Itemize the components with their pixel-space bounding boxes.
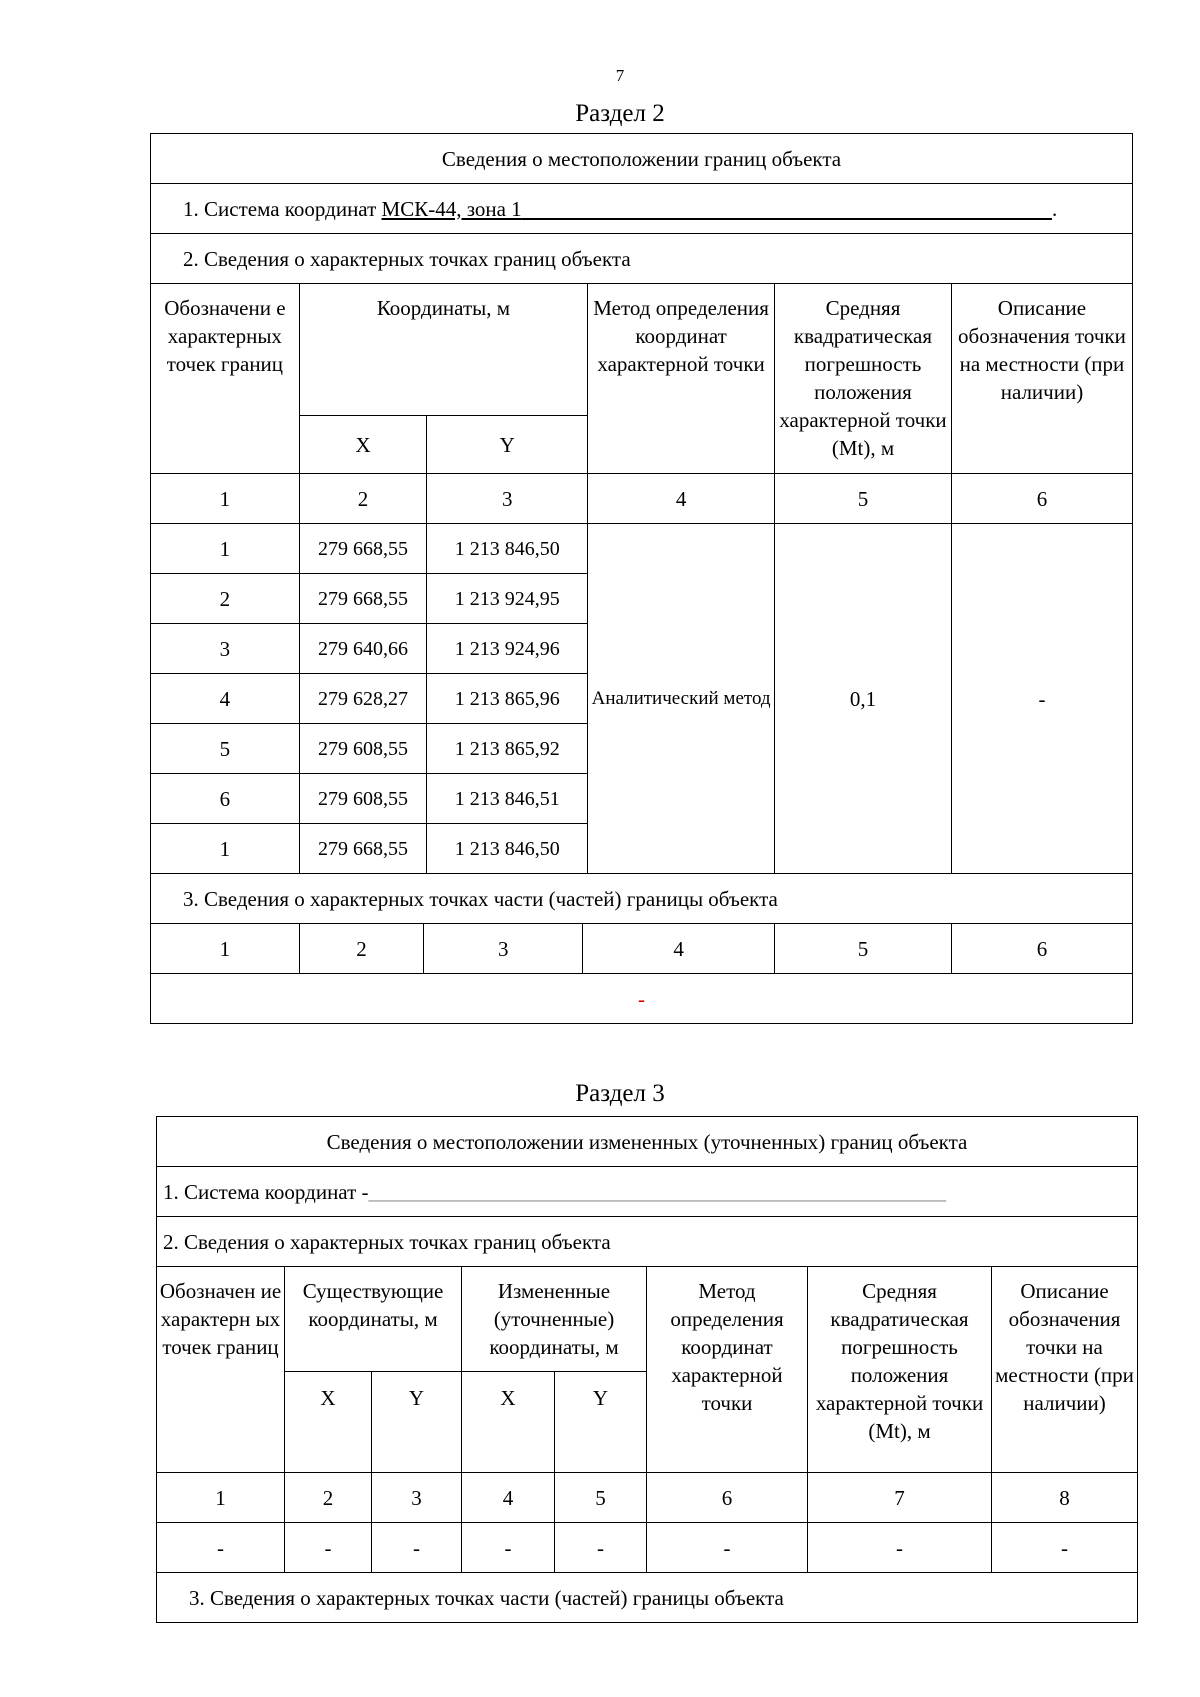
column-number: 3 [424,924,583,974]
column-number: 5 [555,1473,647,1523]
column-number: 6 [647,1473,808,1523]
coordinate-x: 279 668,55 [299,524,427,574]
column-number: 3 [427,474,588,524]
description-value: - [951,524,1132,874]
column-number: 2 [299,474,427,524]
point-number: 2 [151,574,300,624]
col-changed-header: Измененные (уточненные) координаты, м [462,1267,647,1372]
column-number: 3 [372,1473,462,1523]
column-number: 5 [775,474,952,524]
col-x-header: X [285,1372,372,1473]
col-description-header: Описание обозначения точки на местности (при наличии) [992,1267,1138,1473]
points-heading: 2. Сведения о характерных точках границ объекта [157,1217,1138,1267]
col-description-header: Описание обозначения точки на местности (при наличии) [951,284,1132,474]
column-number: 1 [157,1473,285,1523]
parts-heading: 3. Сведения о характерных точках части (частей) границы объекта [157,1573,1138,1623]
column-number: 1 [151,474,300,524]
empty-cell: - [647,1523,808,1573]
column-number: 1 [151,924,300,974]
column-number: 7 [808,1473,992,1523]
coordinate-y: 1 213 846,51 [427,774,588,824]
coordinate-y: 1 213 865,96 [427,674,588,724]
coordinate-y: 1 213 924,96 [427,624,588,674]
points-heading: 2. Сведения о характерных точках границ объекта [151,234,1133,284]
coordinate-system-label: 1. Система координат [183,196,382,221]
column-number: 4 [583,924,775,974]
col-designation-header: Обозначени е характерных точек границ [151,284,300,474]
coordinate-x: 279 608,55 [299,724,427,774]
coordinate-y: 1 213 846,50 [427,524,588,574]
table-row [157,1523,1138,1573]
col-designation-header: Обозначен ие характерн ых точек границ [157,1267,285,1473]
coordinate-system-line [157,1167,1138,1217]
parts-empty-value: - [151,974,1133,1024]
coordinate-x: 279 628,27 [299,674,427,724]
col-x-header: X [462,1372,555,1473]
column-number: 2 [299,924,424,974]
empty-cell: - [157,1523,285,1573]
point-number: 3 [151,624,300,674]
coordinate-y: 1 213 924,95 [427,574,588,624]
point-number: 1 [151,524,300,574]
empty-cell: - [992,1523,1138,1573]
coordinate-x: 279 640,66 [299,624,427,674]
coordinate-system-label: 1. Система координат - [163,1179,369,1204]
column-number: 6 [951,924,1132,974]
coordinate-system-blank: _______________________________________________________ [368,1179,946,1204]
empty-cell: - [285,1523,372,1573]
empty-cell: - [462,1523,555,1573]
col-method-header: Метод определения координат характерной точки [588,284,775,474]
point-number: 4 [151,674,300,724]
parts-heading: 3. Сведения о характерных точках части (частей) границы объекта [151,874,1133,924]
col-y-header: Y [555,1372,647,1473]
page-number: 7 [615,66,625,85]
section-2-table [150,133,1133,1024]
method-value: Аналитический метод [588,524,775,874]
coordinate-y: 1 213 846,50 [427,824,588,874]
coordinate-system-line [151,184,1133,234]
column-number: 4 [588,474,775,524]
empty-cell: - [555,1523,647,1573]
section-3-title: Раздел 3 [575,1080,665,1107]
col-x-header: X [299,416,427,474]
error-value: 0,1 [775,524,952,874]
section-3-table [156,1116,1138,1623]
column-number: 5 [775,924,952,974]
column-number: 8 [992,1473,1138,1523]
section-3-heading: Сведения о местоположении измененных (уточненных) границ объекта [157,1117,1138,1167]
col-existing-header: Существующие координаты, м [285,1267,462,1372]
coordinate-system-value: МСК-44, зона 1 [381,196,522,221]
coordinate-system-period: . [1051,196,1058,221]
col-y-header: Y [427,416,588,474]
col-error-header: Средняя квадратическая погрешность положения характерной точки (Mt), м [808,1267,992,1473]
point-number: 6 [151,774,300,824]
coordinate-x: 279 668,55 [299,824,427,874]
empty-cell: - [372,1523,462,1573]
empty-cell: - [808,1523,992,1573]
col-coordinates-header: Координаты, м [299,284,587,416]
coordinate-x: 279 608,55 [299,774,427,824]
coordinate-x: 279 668,55 [299,574,427,624]
point-number: 1 [151,824,300,874]
col-method-header: Метод определения координат характерной точки [647,1267,808,1473]
column-number: 4 [462,1473,555,1523]
table-row [151,524,1133,574]
coordinate-y: 1 213 865,92 [427,724,588,774]
column-number: 2 [285,1473,372,1523]
section-2-heading: Сведения о местоположении границ объекта [151,134,1133,184]
column-number: 6 [951,474,1132,524]
section-2-title: Раздел 2 [575,100,665,127]
col-y-header: Y [372,1372,462,1473]
col-error-header: Средняя квадратическая погрешность положения характерной точки (Mt), м [775,284,952,474]
point-number: 5 [151,724,300,774]
